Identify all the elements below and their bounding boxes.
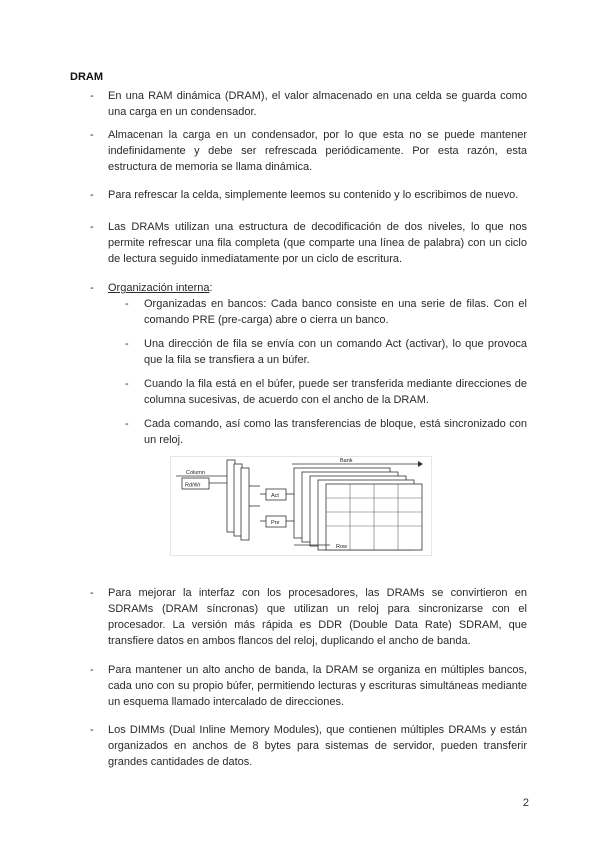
diagram-label-act: Act [271, 493, 279, 499]
diagram-label-column: Column [186, 470, 205, 476]
bullet-dash: - [90, 587, 94, 599]
list-item-text: Para mantener un alto ancho de banda, la DRAM se organiza en múltiples bancos, cada uno con su propio búfer, permitiendo lecturas y escrituras simultáneas mediante un esquema llamado intercalado de direcciones. [108, 664, 527, 708]
bullet-dash: - [90, 221, 94, 233]
bullet-dash: - [125, 338, 129, 350]
bullet-dash: - [90, 189, 94, 201]
organization-label: Organización interna [108, 282, 210, 294]
list-item-text: Almacenan la carga en un condensador, por lo que esta no se puede mantener indefinidamente y debe ser refrescada periódicamente. Por esta razón, esta estructura de memoria se llama dinámica. [108, 129, 527, 173]
list-item-text: En una RAM dinámica (DRAM), el valor almacenado en una celda se guarda como una carga en un condensador. [108, 90, 527, 118]
list-item-text: Para mejorar la interfaz con los procesadores, las DRAMs se convirtieron en SDRAMs (DRAM síncronas) que utilizan un reloj para sincronizarse con el procesador. La versión más rápida es DDR (Double Data Rate) SDRAM, que transfiere datos en ambos flancos del reloj, duplicando el ancho de banda. [108, 587, 527, 647]
bullet-dash: - [90, 90, 94, 102]
organization-colon: : [209, 282, 213, 294]
bullet-dash: - [90, 129, 94, 141]
sub-list-item-text: Organizadas en bancos: Cada banco consiste en una serie de filas. Con el comando PRE (pre-carga) abre o cierra un banco. [144, 298, 527, 326]
list-item-text: Para refrescar la celda, simplemente leemos su contenido y lo escribimos de nuevo. [108, 189, 519, 201]
bullet-dash: - [90, 282, 94, 294]
diagram-label-bank: Bank [340, 458, 353, 464]
list-item-text: Las DRAMs utilizan una estructura de decodificación de dos niveles, lo que nos permite refrescar una fila completa (que comparte una línea de palabra) con un ciclo de lectura seguido inmediatamente por un ciclo de escritura. [108, 221, 527, 265]
diagram-label-rdwr: Rd/Wr [185, 482, 201, 489]
sub-list-item-text: Una dirección de fila se envía con un comando Act (activar), lo que provoca que la fila se transfiera a un búfer. [144, 338, 527, 366]
sub-list-item-text: Cada comando, así como las transferencias de bloque, está sincronizado con un reloj. [144, 418, 527, 446]
sub-list-item-text: Cuando la fila está en el búfer, puede ser transferida mediante direcciones de columna sucesivas, de acuerdo con el ancho de la DRAM. [144, 378, 527, 406]
bullet-dash: - [125, 378, 129, 390]
bullet-dash: - [125, 418, 129, 430]
bullet-dash: - [90, 724, 94, 736]
dram-bank-diagram [170, 456, 432, 556]
list-item-text: Los DIMMs (Dual Inline Memory Modules), que contienen múltiples DRAMs y están organizados en anchos de 8 bytes para sistemas de servidor, pueden transferir grandes cantidades de datos. [108, 724, 527, 768]
diagram-label-pre: Pre [271, 520, 280, 526]
bullet-dash: - [125, 298, 129, 310]
section-title: DRAM [70, 71, 103, 83]
diagram-label-row: Row [336, 544, 348, 550]
page-number: 2 [522, 797, 529, 809]
bullet-dash: - [90, 664, 94, 676]
